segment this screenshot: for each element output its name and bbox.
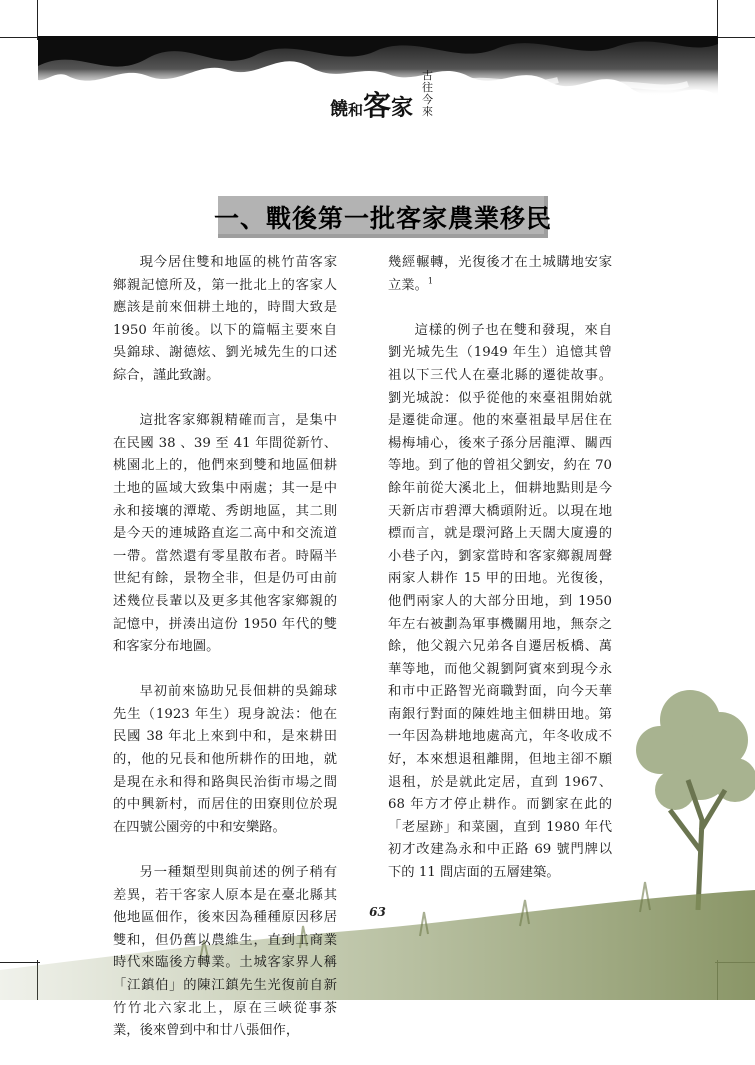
paragraph: 早初前來協助兄長佃耕的吳錦球先生（1923 年生）現身說法：他在民國 38 年北上來到中和，是來耕田的，他的兄長和他所耕作的田地，就是現在永和得和路與民治街市場之間的中興新村，而居住的田寮則位於現在四號公園旁的中和安樂路。 (113, 684, 337, 835)
page-number: 63 (369, 905, 386, 919)
logo-subtitle: 古往今來 (422, 69, 433, 118)
paragraph: 現今居住雙和地區的桃竹苗客家鄉親記憶所及，第一批北上的客家人應該是前來佃耕土地的，時間大致是 1950 年前後。以下的篇幅主要來自吳錦球、謝德炫、劉光城先生的口述綜合，謹此致謝。 (113, 255, 337, 383)
crop-mark (0, 37, 40, 38)
logo-char: 家 (391, 95, 414, 121)
left-column (113, 252, 337, 1065)
crop-mark (37, 0, 38, 40)
paragraph: 這批客家鄉親精確而言，是集中在民國 38 、39 至 41 年間從新竹、桃園北上的，他們來到雙和地區佃耕土地的區域大致集中兩處；其一是中永和接壤的潭墘、秀朗地區，其二則是今天的連城路直迄二高中和交流道一帶。當然還有零星散布者。時隔半世紀有餘，景物全非，但是仍可由前述幾位長輩以及更多其他客家鄉親的記憶中，拼湊出這份 1950 年代的雙和客家分布地圖。 (113, 413, 337, 655)
logo (330, 70, 440, 126)
logo-char: 和 (348, 101, 364, 119)
logo-char: 客 (363, 89, 392, 122)
paragraph: 這樣的例子也在雙和發現，來自劉光城先生（1949 年生）追憶其曾祖以下三代人在臺北縣的遷徙故事。劉光城說：似乎從他的來臺祖開始就是遷徙命運。他的來臺祖最早居住在楊梅埔心，後來子孫分居龍潭、關西等地。到了他的曾祖父劉安，約在 70 餘年前從大溪北上，佃耕地點則是今天新店市碧潭大橋頭附近。以現在地標而言，就是環河路上天闊大廈邊的小巷子內，劉家當時和客家鄉親周聲兩家人耕作 15 甲的田地。光復後，他們兩家人的大部分田地，到 1950 年左右被劃為軍事機關用地，無奈之餘，他父親六兄弟各自遷居板橋、萬華等地，而他父親劉阿賓來到現今永和市中正路智光商職對面，向今天華南銀行對面的陳姓地主佃耕田地。第一年因為耕地地處高亢，年冬收成不好，本來想退租離開，但地主卻不願退租，於是就此定居，直到 1967、68 年方才停止耕作。而劉家在此的「老屋跡」和菜園，直到 1980 年代初才改建為永和中正路 69 號門牌以下的 11 間店面的五層建築。 (388, 322, 612, 881)
paragraph: 另一種類型則與前述的例子稍有差異，若干客家人原本是在臺北縣其他地區佃作，後來因為種種原因移居雙和，但仍舊以農維生，直到工商業時代來臨後方轉業。土城客家界人稱「江鎮伯」的陳江鎮先生光復前自新竹竹北六家北上，原在三峽從事茶業，後來曾到中和廿八張佃作， (113, 865, 337, 1039)
logo-char: 饒 (330, 99, 348, 120)
paragraph-continuation (388, 252, 612, 297)
continued-text: 幾經輾轉，光復後才在土城購地安家立業。 (388, 255, 612, 293)
chapter-title: 一、戰後第一批客家農業移民 (214, 204, 553, 233)
logo-main-text (330, 84, 413, 124)
chapter-title-box (214, 196, 553, 238)
right-column (388, 252, 612, 907)
crop-mark (715, 37, 755, 38)
crop-mark (717, 0, 718, 40)
footnote-marker: 1 (427, 276, 433, 286)
